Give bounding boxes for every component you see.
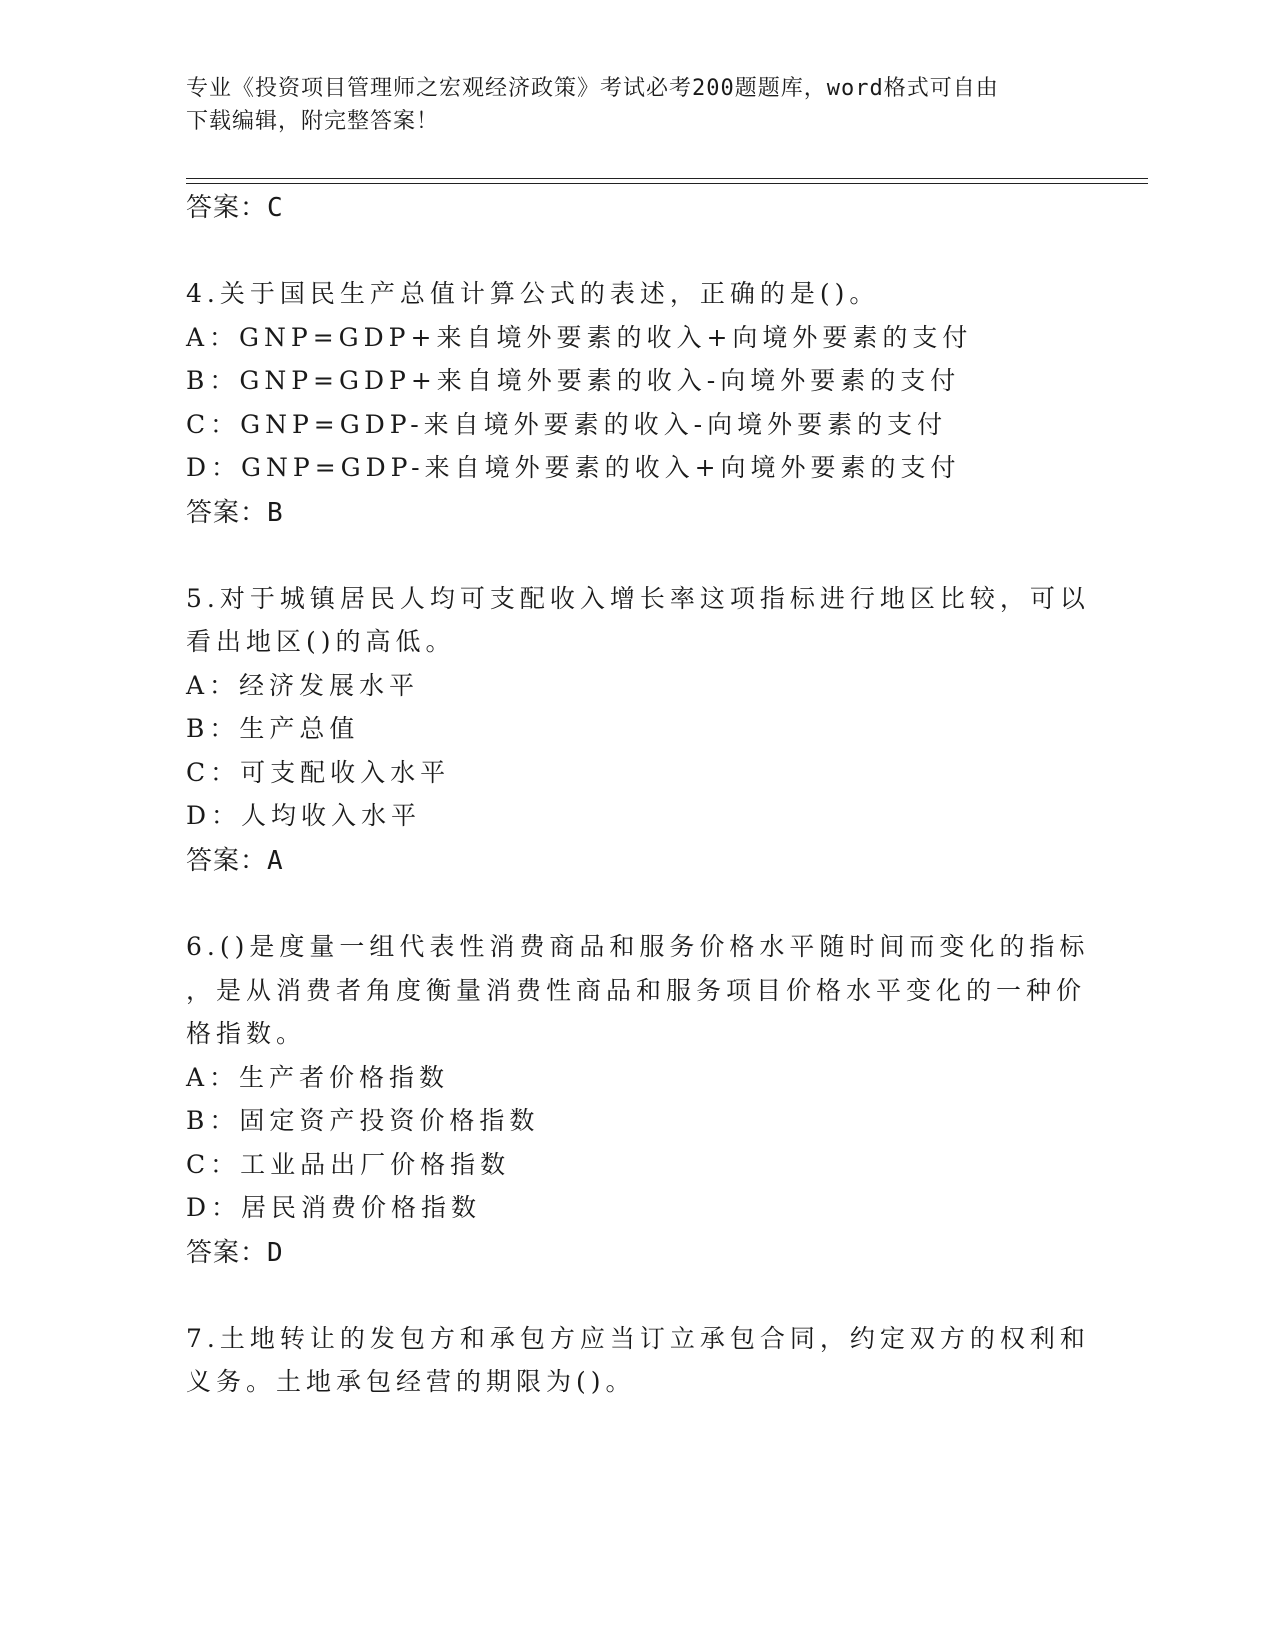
question-6-answer: [186, 1232, 284, 1269]
question-6-option-d: D：居民消费价格指数: [186, 1193, 482, 1222]
answer-value: D: [267, 1238, 284, 1268]
question-4-stem: 4.关于国民生产总值计算公式的表述，正确的是()。: [186, 279, 880, 308]
question-4-option-c: C：GNP=GDP-来自境外要素的收入-向境外要素的支付: [186, 410, 948, 439]
question-6-stem-line-3: 格指数。: [186, 1019, 307, 1048]
question-5-answer: [186, 840, 284, 877]
question-4-option-a: A：GNP=GDP+来自境外要素的收入+向境外要素的支付: [186, 323, 973, 352]
question-5-option-c: C：可支配收入水平: [186, 758, 451, 787]
question-5-stem-line-1: 5.对于城镇居民人均可支配收入增长率这项指标进行地区比较，可以: [186, 584, 1090, 613]
question-7-stem-line-1: 7.土地转让的发包方和承包方应当订立承包合同，约定双方的权利和: [186, 1324, 1090, 1353]
question-4-answer: [186, 492, 284, 529]
question-5-option-d: D：人均收入水平: [186, 801, 422, 830]
answer-value: B: [267, 498, 284, 528]
answer-value: C: [267, 193, 284, 223]
question-5-option-b: B：生产总值: [186, 714, 360, 743]
document-header: [186, 72, 1066, 138]
answer-label: 答案：: [186, 193, 268, 223]
answer-label: 答案：: [186, 846, 268, 876]
answer-value: A: [267, 846, 284, 876]
header-line-2: 下载编辑，附完整答案！: [186, 109, 440, 134]
header-divider: [186, 178, 1148, 179]
answer-label: 答案：: [186, 1238, 268, 1268]
question-6-stem-line-1: 6.()是度量一组代表性消费商品和服务价格水平随时间而变化的指标: [186, 932, 1090, 961]
header-line-1: 专业《投资项目管理师之宏观经济政策》考试必考200题题库，word格式可自由: [186, 76, 999, 101]
question-5-option-a: A：经济发展水平: [186, 671, 420, 700]
header-divider-thin: [186, 183, 1148, 184]
question-4-option-b: B：GNP=GDP+来自境外要素的收入-向境外要素的支付: [186, 366, 961, 395]
question-4-option-d: D：GNP=GDP-来自境外要素的收入+向境外要素的支付: [186, 453, 961, 482]
answer-label: 答案：: [186, 498, 268, 528]
question-6-option-c: C：工业品出厂价格指数: [186, 1150, 511, 1179]
question-6-option-b: B：固定资产投资价格指数: [186, 1106, 540, 1135]
question-5-stem-line-2: 看出地区()的高低。: [186, 627, 456, 656]
question-6-option-a: A：生产者价格指数: [186, 1063, 450, 1092]
answer-line: [186, 187, 284, 224]
question-7-stem-line-2: 义务。土地承包经营的期限为()。: [186, 1367, 636, 1396]
question-6-stem-line-2: ，是从消费者角度衡量消费性商品和服务项目价格水平变化的一种价: [186, 976, 1087, 1005]
